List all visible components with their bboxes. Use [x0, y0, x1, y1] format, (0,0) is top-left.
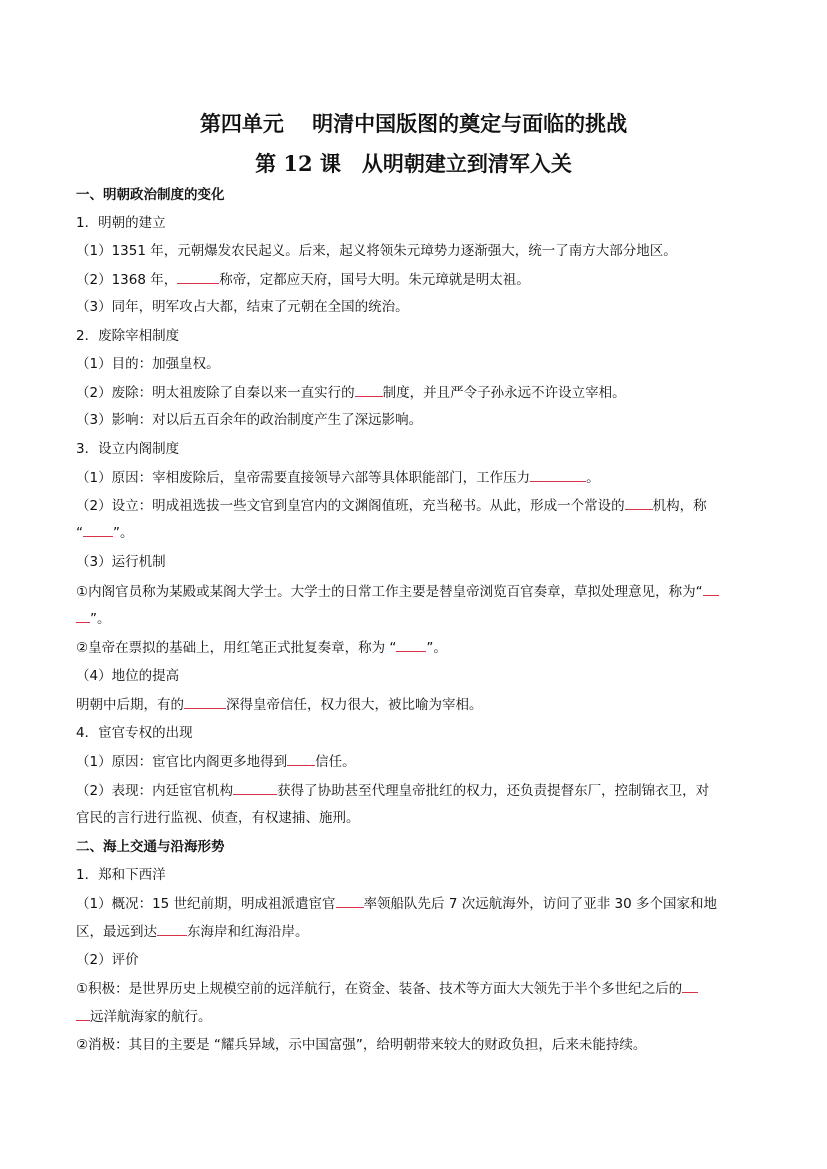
answer-blank[interactable] [336, 893, 364, 908]
answer-blank[interactable] [355, 382, 383, 397]
text-fragment: 深得皇帝信任，权力很大，被比喻为宰相。 [226, 697, 483, 713]
unit-title: 第四单元 明清中国版图的奠定与面临的挑战 [199, 111, 628, 136]
answer-blank[interactable] [76, 608, 90, 623]
text-fragment: （2）1368 年， [76, 272, 178, 288]
text-line [76, 694, 756, 715]
text-fragment: （2）设立：明成祖选拔一些文官到皇宫内的文渊阁值班，充当秘书。从此，形成一个常设的 [76, 498, 625, 514]
subheading: 1．郑和下西洋 [76, 867, 166, 883]
text-line [76, 893, 756, 914]
text-fragment: 率领船队先后 7 次远航海外，访问了亚非 30 多个国家和地 [363, 896, 717, 912]
lesson-title: 第 12 课 从明朝建立到清军入关 [255, 151, 572, 176]
text-line [76, 467, 756, 488]
text-line: （3）影响：对以后五百余年的政治制度产生了深远影响。 [76, 412, 423, 428]
text-fragment: 。 [586, 470, 600, 486]
text-line [76, 269, 756, 290]
text-line [76, 382, 756, 403]
text-line [76, 1006, 756, 1027]
text-line [76, 780, 756, 801]
text-line: 官民的言行进行监视、侦查，有权逮捕、施刑。 [76, 810, 360, 826]
text-fragment: ②皇帝在票拟的基础上，用红笔正式批复奏章，称为 “ [76, 640, 397, 656]
text-fragment: （2）废除：明太祖废除了自秦以来一直实行的 [76, 385, 355, 401]
answer-blank[interactable] [157, 921, 187, 936]
text-fragment: “ [76, 525, 83, 541]
answer-blank[interactable] [233, 780, 277, 795]
answer-blank[interactable] [530, 467, 586, 482]
text-fragment: 东海岸和红海沿岸。 [187, 924, 309, 940]
text-fragment: ”。 [90, 611, 111, 627]
answer-blank[interactable] [703, 581, 719, 596]
text-fragment: 制度，并且严令子孙永远不许设立宰相。 [382, 385, 626, 401]
text-line [76, 978, 756, 999]
text-fragment: 称帝，定都应天府，国号大明。朱元璋就是明太祖。 [219, 272, 530, 288]
answer-blank[interactable] [177, 269, 219, 284]
answer-blank[interactable] [184, 694, 226, 709]
text-fragment: 明朝中后期，有的 [76, 697, 184, 713]
answer-blank[interactable] [83, 522, 113, 537]
text-line [76, 637, 756, 658]
text-fragment: ①积极：是世界历史上规模空前的远洋航行，在资金、装备、技术等方面大大领先于半个多世纪之后的 [76, 981, 683, 997]
subheading: 3．设立内阁制度 [76, 441, 180, 457]
text-fragment: ”。 [426, 640, 447, 656]
text-fragment: （1）原因：宰相废除后，皇帝需要直接领导六部等具体职能部门，工作压力 [76, 470, 531, 486]
text-line: （3）同年，明军攻占大都，结束了元朝在全国的统治。 [76, 299, 409, 315]
text-line: （2）评价 [76, 952, 139, 968]
section-heading-2: 二、海上交通与沿海形势 [76, 839, 225, 855]
text-line [76, 751, 756, 772]
section-heading-1: 一、明朝政治制度的变化 [76, 187, 225, 203]
answer-blank[interactable] [76, 1006, 90, 1021]
answer-blank[interactable] [682, 978, 698, 993]
subheading: 1．明朝的建立 [76, 215, 166, 231]
text-fragment: （2）表现：内廷宦官机构 [76, 783, 234, 799]
text-line [76, 608, 756, 629]
text-line [76, 522, 756, 543]
text-line [76, 495, 756, 516]
subheading: 2．废除宰相制度 [76, 328, 180, 344]
text-line [76, 921, 756, 942]
text-fragment: （1）概况：15 世纪前期，明成祖派遣宦官 [76, 896, 336, 912]
text-line: ②消极：其目的主要是 “耀兵异域，示中国富强”，给明朝带来较大的财政负担，后来未能持续。 [76, 1037, 647, 1053]
text-fragment: 区，最远到达 [76, 924, 157, 940]
text-fragment: （1）原因：宦官比内阁更多地得到 [76, 754, 288, 770]
text-line: （1）目的：加强皇权。 [76, 356, 220, 372]
answer-blank[interactable] [287, 751, 315, 766]
text-fragment: 信任。 [315, 754, 356, 770]
subheading: 4．宦官专权的出现 [76, 725, 193, 741]
answer-blank[interactable] [625, 495, 653, 510]
text-line: （4）地位的提高 [76, 668, 180, 684]
text-fragment: 机构，称 [652, 498, 707, 514]
text-fragment: 远洋航海家的航行。 [90, 1009, 212, 1025]
text-line: （1）1351 年，元朝爆发农民起义。后来，起义将领朱元璋势力逐渐强大，统一了南方大部分地区。 [76, 243, 677, 259]
text-line: （3）运行机制 [76, 554, 166, 570]
text-line [76, 581, 756, 602]
answer-blank[interactable] [396, 637, 426, 652]
text-fragment: ①内阁官员称为某殿或某阁大学士。大学士的日常工作主要是替皇帝浏览百官奏章，草拟处理意见，称为“ [76, 584, 703, 600]
text-fragment: 获得了协助甚至代理皇帝批红的权力，还负责提督东厂，控制锦衣卫，对 [277, 783, 710, 799]
text-fragment: ”。 [113, 525, 134, 541]
